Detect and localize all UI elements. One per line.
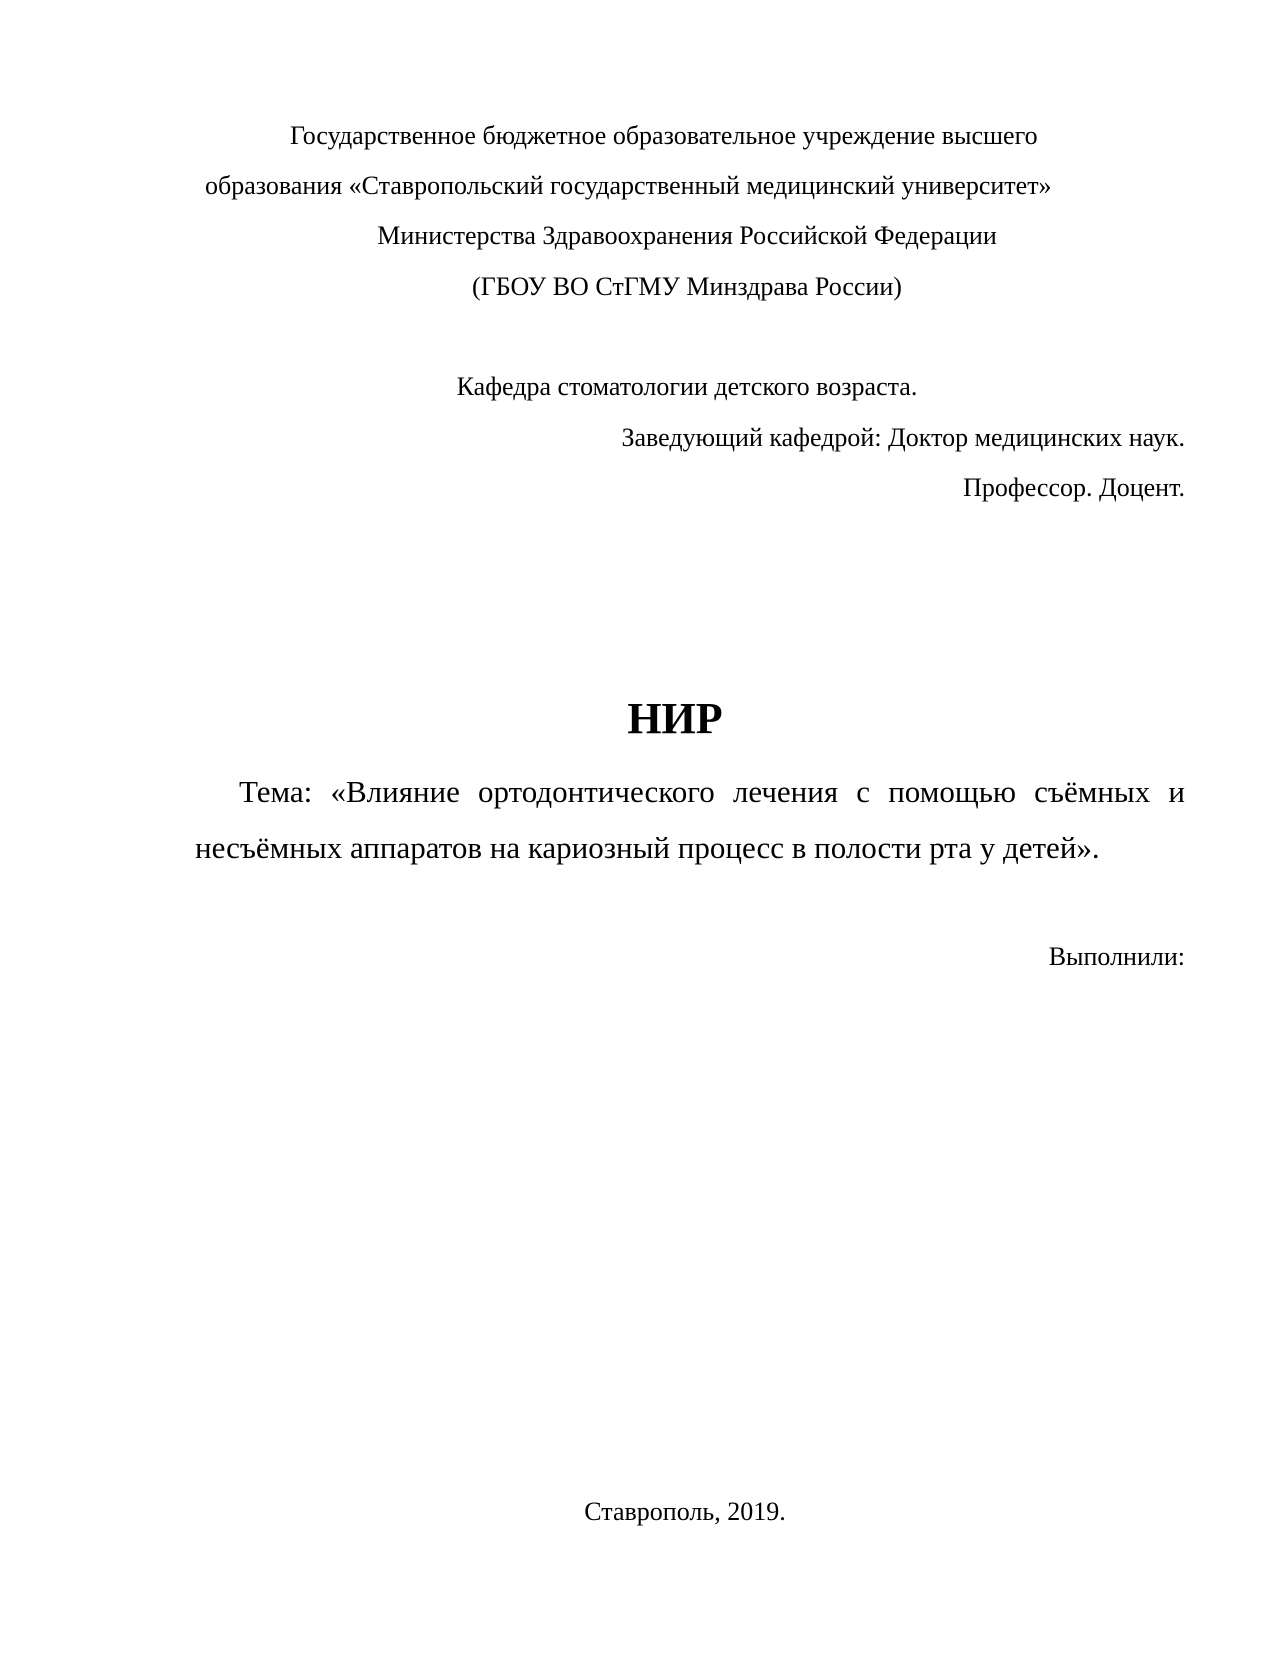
department-name: Кафедра стоматологии детского возраста. xyxy=(456,372,918,401)
performed-by-label: Выполнили: xyxy=(1048,942,1185,971)
city-year-footer: Ставрополь, 2019. xyxy=(584,1497,786,1526)
page-title: НИР xyxy=(627,694,723,743)
header-line-3: Министерства Здравоохранения Российской Федерации xyxy=(377,221,997,250)
department-head: Заведующий кафедрой: Доктор медицинских наук. xyxy=(621,423,1185,452)
header-line-1: Государственное бюджетное образовательное учреждение высшего xyxy=(290,121,1038,150)
header-line-4: (ГБОУ ВО СтГМУ Минздрава России) xyxy=(472,272,902,301)
department-titles: Профессор. Доцент. xyxy=(963,473,1185,502)
topic-text: Тема: «Влияние ортодонтического лечения с помощью съёмных и несъёмных аппаратов на кариозный процесс в полости рта у детей». xyxy=(195,774,1185,865)
header-line-2: образования «Ставропольский государственный медицинский университет» xyxy=(205,171,1052,200)
